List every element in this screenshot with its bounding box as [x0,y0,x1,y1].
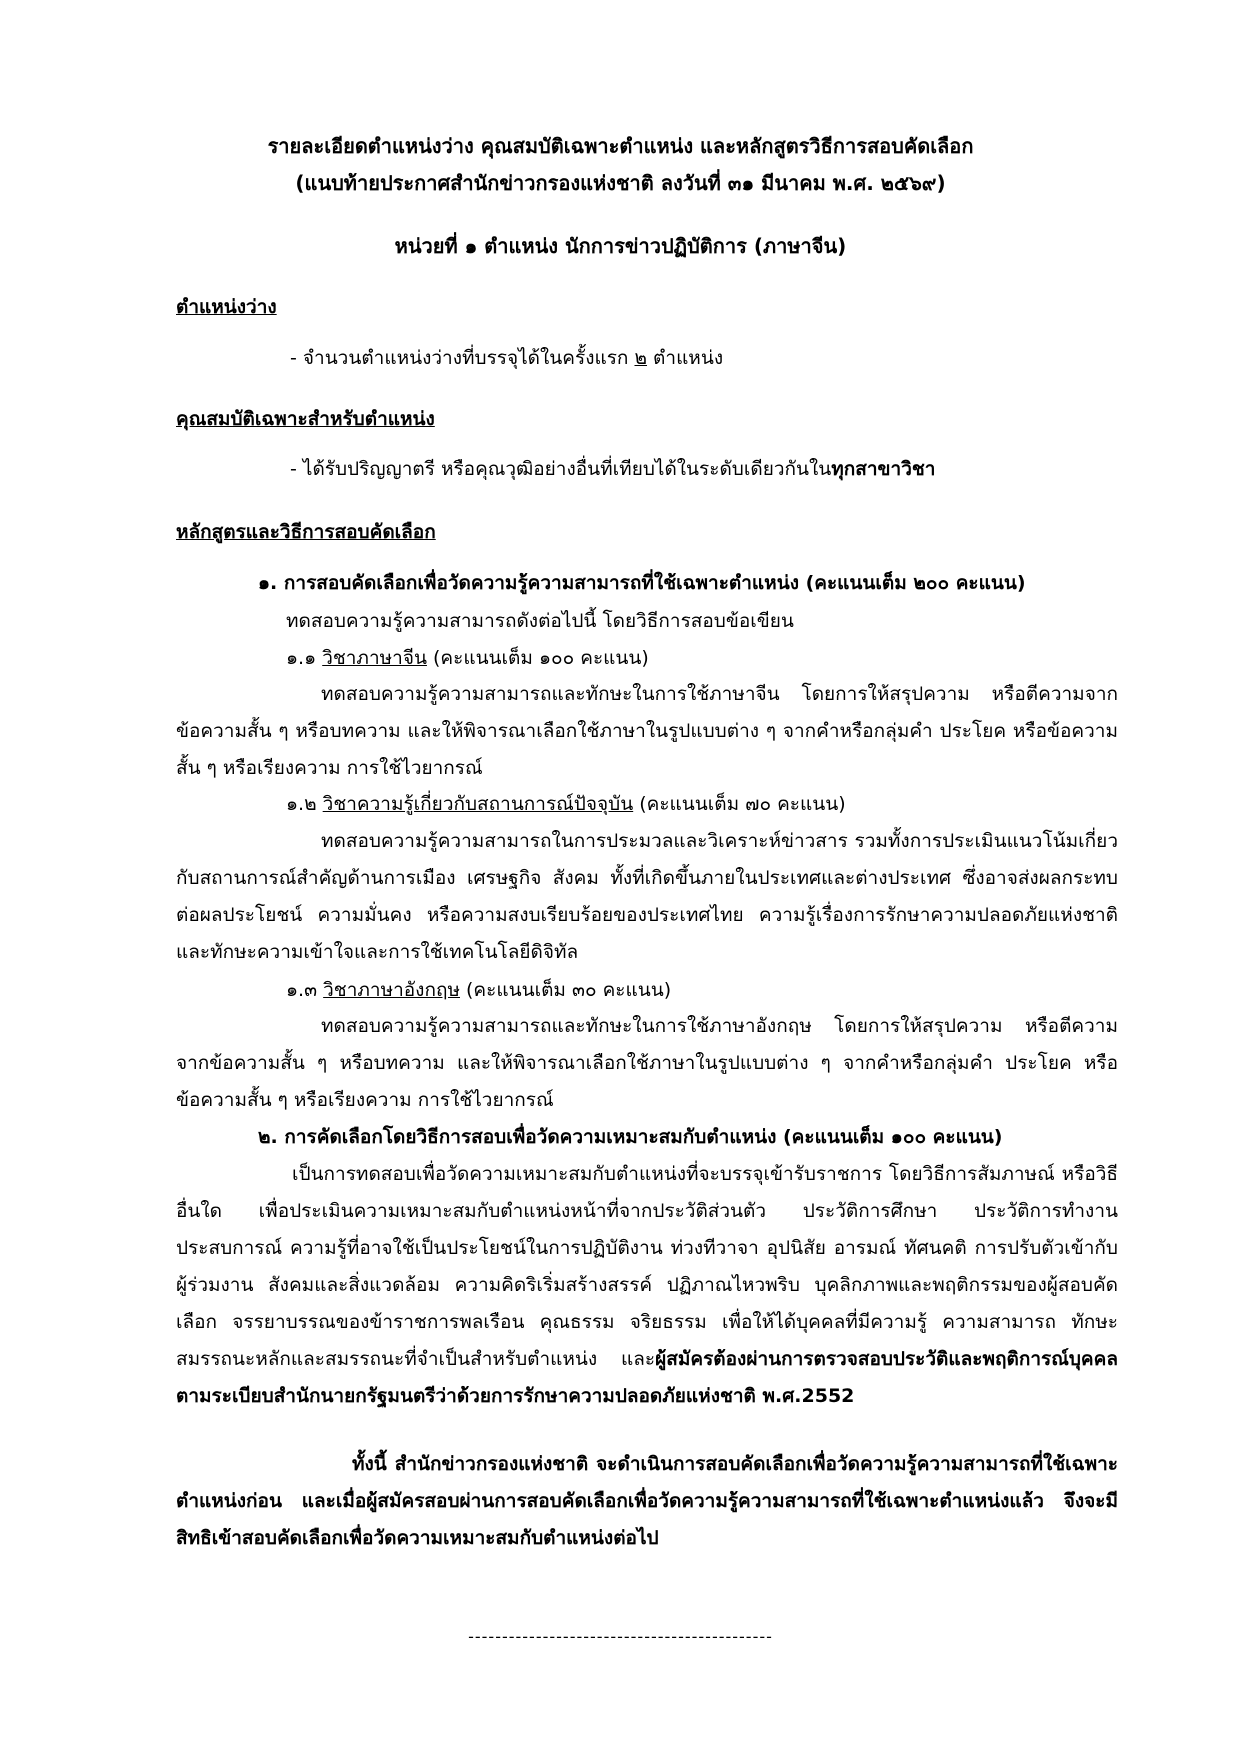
qualification-item [290,451,935,488]
vacancy-item-text: - จำนวนตำแหน่งว่างที่บรรจุได้ในครั้งแรก [290,347,635,369]
subsection-subject: วิชาความรู้เกี่ยวกับสถานการณ์ปัจจุบัน [322,793,634,815]
curriculum-heading: หลักสูตรและวิธีการสอบคัดเลือก [176,521,436,543]
section1-title: ๑. การสอบคัดเลือกเพื่อวัดความรู้ความสามารถที่ใช้เฉพาะตำแหน่ง (คะแนนเต็ม ๒๐๐ คะแนน) [258,572,1026,594]
vacancy-count: ๒ [634,347,648,369]
document-subtitle: (แนบท้ายประกาศสำนักข่าวกรองแห่งชาติ ลงวันที่ ๓๑ มีนาคม พ.ศ. ๒๕๖๙) [295,171,946,195]
subsection-score: (คะแนนเต็ม ๑๐๐ คะแนน) [426,647,649,669]
qualification-item-text: - ได้รับปริญญาตรี หรือคุณวุฒิอย่างอื่นที่เทียบได้ในระดับเดียวกันใน [290,458,832,480]
qualification-item-bold: ทุกสาขาวิชา [831,458,936,480]
subsection-number: ๑.๒ [286,793,323,815]
document-title: รายละเอียดตำแหน่งว่าง คุณสมบัติเฉพาะตำแหน่ง และหลักสูตรวิธีการสอบคัดเลือก [267,134,974,158]
subsection-1-2 [286,786,846,823]
section2-title: ๒. การคัดเลือกโดยวิธีการสอบเพื่อวัดความเหมาะสมกับตำแหน่ง (คะแนนเต็ม ๑๐๐ คะแนน) [258,1126,1003,1148]
subsection-1-3-text: ทดสอบความรู้ความสามารถและทักษะในการใช้ภาษาอังกฤษ โดยการให้สรุปความ หรือตีความจากข้อความสั้น ๆ หรือบทความ และให้พิจารณาเลือกใช้ภาษาในรูปแบบต่าง ๆ จากคำหรือกลุ่มคำ ประโยค หรือข้อความสั้น ๆ หรือเรียงความ การใช้ไวยากรณ์ [176,1015,1118,1111]
subsection-1-1-text: ทดสอบความรู้ความสามารถและทักษะในการใช้ภาษาจีน โดยการให้สรุปความ หรือตีความจากข้อความสั้น ๆ หรือบทความ และให้พิจารณาเลือกใช้ภาษาในรูปแบบต่าง ๆ จากคำหรือกลุ่มคำ ประโยค หรือข้อความสั้น ๆ หรือเรียงความ การใช้ไวยากรณ์ [176,683,1118,779]
subsection-1-1 [286,640,649,677]
subsection-score: (คะแนนเต็ม ๗๐ คะแนน) [633,793,846,815]
subsection-subject: วิชาภาษาจีน [322,647,427,669]
section2-text-regular: เป็นการทดสอบเพื่อวัดความเหมาะสมกับตำแหน่งที่จะบรรจุเข้ารับราชการ โดยวิธีการสัมภาษณ์ หรือวิธีอื่นใด เพื่อประเมินความเหมาะสมกับตำแหน่งหน้าที่จากประวัติส่วนตัว ประวัติการศึกษา ประวัติการทำงาน ประสบการณ์ ความรู้ที่อาจใช้เป็นประโยชน์ในการปฏิบัติงาน ท่วงทีวาจา อุปนิสัย อารมณ์ ทัศนคติ การปรับตัวเข้ากับผู้ร่วมงาน สังคมและสิ่งแวดล้อม ความคิดริเริ่มสร้างสรรค์ ปฏิภาณไหวพริบ บุคลิกภาพและพฤติกรรมของผู้สอบคัดเลือก จรรยาบรรณของข้าราชการพลเรือน คุณธรรม จริยธรรม เพื่อให้ได้บุคคลที่มีความรู้ ความสามารถ ทักษะ สมรรถนะหลักและสมรรถนะที่จำเป็นสำหรับตำแหน่ง และ [176,1163,1118,1370]
section2-text-bold: ผู้สมัครต้องผ่านการตรวจสอบประวัติและพฤติการณ์บุคคล ตามระเบียบสำนักนายกรัฐมนตรีว่าด้วยการรักษาความปลอดภัยแห่งชาติ พ.ศ.2552 [176,1348,1118,1407]
subsection-1-2-text: ทดสอบความรู้ความสามารถในการประมวลและวิเคราะห์ข่าวสาร รวมทั้งการประเมินแนวโน้มเกี่ยวกับสถานการณ์สำคัญด้านการเมือง เศรษฐกิจ สังคม ทั้งที่เกิดขึ้นภายในประเทศและต่างประเทศ ซึ่งอาจส่งผลกระทบต่อผลประโยชน์ ความมั่นคง หรือความสงบเรียบร้อยของประเทศไทย ความรู้เรื่องการรักษาความปลอดภัยแห่งชาติ และทักษะความเข้าใจและการใช้เทคโนโลยีดิจิทัล [176,830,1118,963]
section2-text [176,1156,1118,1415]
unit-title: หน่วยที่ ๑ ตำแหน่ง นักการข่าวปฏิบัติการ (ภาษาจีน) [394,234,847,258]
vacancy-heading: ตำแหน่งว่าง [176,296,277,318]
vacancy-item-suffix: ตำแหน่ง [647,347,724,369]
section1-intro: ทดสอบความรู้ความสามารถดังต่อไปนี้ โดยวิธีการสอบข้อเขียน [286,610,794,632]
vacancy-item [290,340,723,377]
closing-paragraph: ทั้งนี้ สำนักข่าวกรองแห่งชาติ จะดำเนินการสอบคัดเลือกเพื่อวัดความรู้ความสามารถที่ใช้เฉพาะตำแหน่งก่อน และเมื่อผู้สมัครสอบผ่านการสอบคัดเลือกเพื่อวัดความรู้ความสามารถที่ใช้เฉพาะตำแหน่งแล้ว จึงจะมีสิทธิเข้าสอบคัดเลือกเพื่อวัดความเหมาะสมกับตำแหน่งต่อไป [176,1453,1118,1549]
qualification-heading: คุณสมบัติเฉพาะสำหรับตำแหน่ง [176,408,435,430]
subsection-number: ๑.๓ [286,979,324,1001]
subsection-1-3 [286,972,671,1009]
subsection-score: (คะแนนเต็ม ๓๐ คะแนน) [459,979,672,1001]
footer-divider: --------------------------------------------- [468,1627,773,1646]
subsection-number: ๑.๑ [286,647,323,669]
subsection-subject: วิชาภาษาอังกฤษ [323,979,460,1001]
